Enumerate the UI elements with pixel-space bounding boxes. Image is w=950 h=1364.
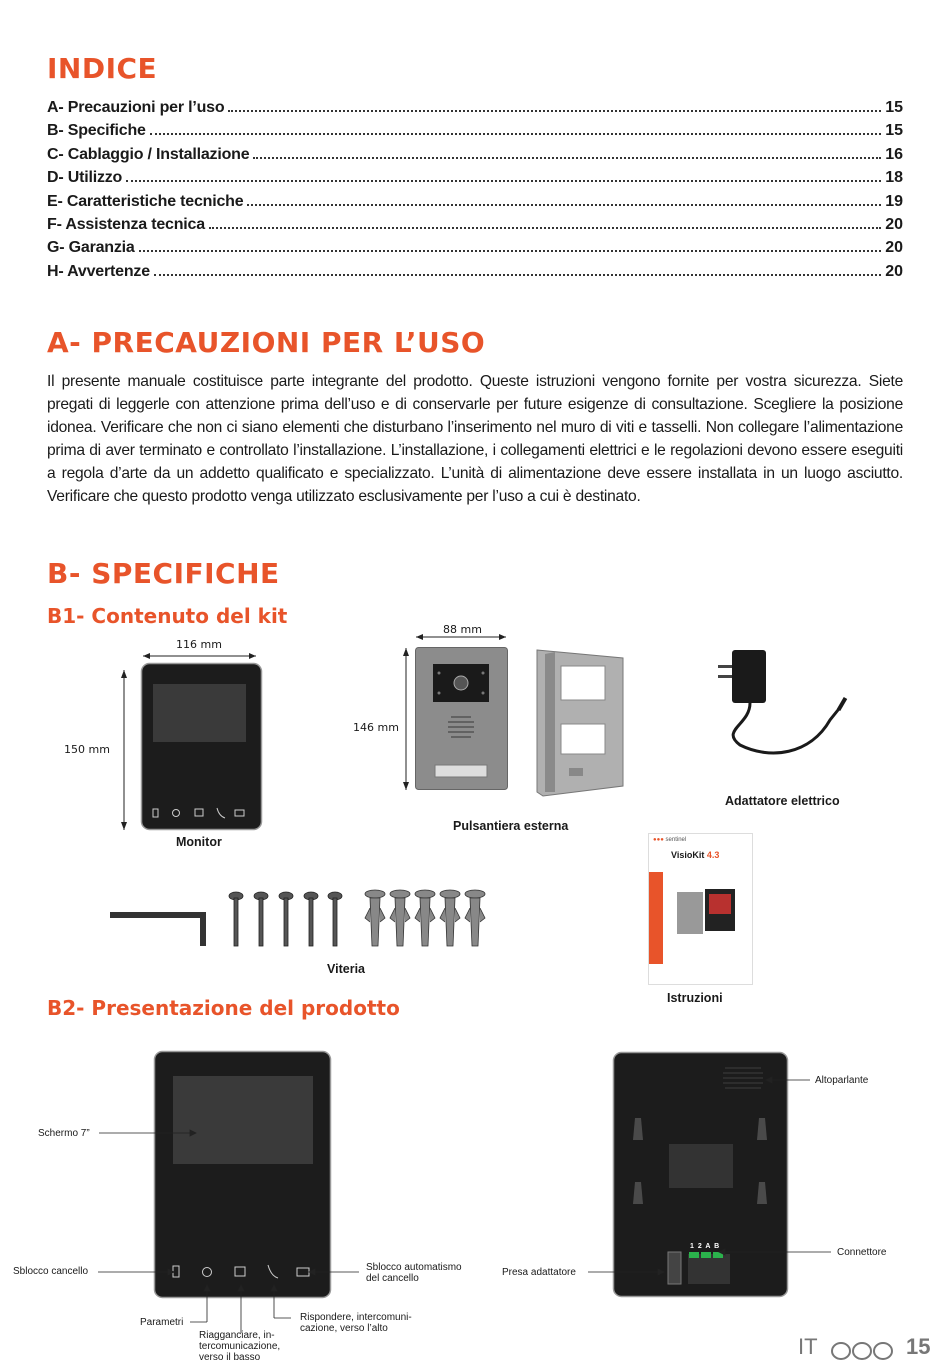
b1-title: B1- Contenuto del kit bbox=[47, 604, 288, 628]
monitor-caption: Monitor bbox=[176, 835, 222, 849]
manual-stripe bbox=[649, 872, 663, 964]
toc-leader bbox=[154, 274, 881, 276]
toc-page: 20 bbox=[885, 262, 903, 280]
toc-label: C- Cablaggio / Installazione bbox=[47, 145, 250, 163]
footer-page: 15 bbox=[906, 1334, 931, 1359]
monitor-image bbox=[141, 663, 263, 831]
toc-label: A- Precauzioni per l’uso bbox=[47, 99, 225, 116]
screws-image bbox=[108, 888, 498, 960]
section-b-title: B- SPECIFICHE bbox=[47, 557, 280, 590]
label-hangup-line: verso il basso bbox=[199, 1352, 261, 1363]
footer-lang: IT bbox=[798, 1334, 818, 1359]
toc-leader bbox=[209, 227, 881, 229]
monitor-width-label: 116 mm bbox=[176, 638, 222, 651]
toc-entry[interactable] bbox=[47, 122, 903, 145]
panel-height-label: 146 mm bbox=[353, 721, 399, 734]
label-auto-gate-line: Sblocco automatismo bbox=[366, 1262, 462, 1273]
toc-page: 15 bbox=[885, 122, 903, 140]
toc-entry[interactable] bbox=[47, 263, 903, 286]
toc-page: 15 bbox=[885, 99, 903, 116]
toc-page: 16 bbox=[885, 145, 903, 163]
toc-label: F- Assistenza tecnica bbox=[47, 215, 205, 233]
toc-label: B- Specifiche bbox=[47, 122, 146, 140]
label-hangup-line: Riagganciare, in- bbox=[199, 1330, 275, 1341]
manual-screen-thumb bbox=[709, 894, 731, 914]
toc-entry[interactable] bbox=[47, 239, 903, 262]
outdoor-panel-image bbox=[415, 647, 509, 791]
label-connector: Connettore bbox=[837, 1247, 887, 1258]
toc-entry[interactable] bbox=[47, 193, 903, 216]
footer-logo-icon bbox=[830, 1340, 894, 1362]
label-hangup-line: tercomunicazione, bbox=[199, 1341, 281, 1352]
toc-leader bbox=[253, 157, 881, 159]
label-parameters: Parametri bbox=[140, 1317, 184, 1328]
b2-title: B2- Presentazione del prodotto bbox=[47, 996, 400, 1020]
label-adapter-socket: Presa adattatore bbox=[502, 1267, 576, 1278]
panel-caption: Pulsantiera esterna bbox=[453, 819, 569, 833]
back-callout-lines bbox=[0, 1000, 950, 1364]
adapter-caption: Adattatore elettrico bbox=[725, 794, 840, 808]
toc-label: G- Garanzia bbox=[47, 239, 135, 257]
panel-width-label: 88 mm bbox=[443, 623, 482, 636]
monitor-height-label: 150 mm bbox=[64, 743, 110, 756]
label-gate-release: Sblocco cancello bbox=[13, 1266, 89, 1277]
label-screen: Schermo 7” bbox=[38, 1128, 90, 1139]
manual-caption: Istruzioni bbox=[667, 991, 723, 1005]
label-auto-gate-line: del cancello bbox=[366, 1273, 419, 1284]
toc-entry[interactable] bbox=[47, 216, 903, 239]
toc-leader bbox=[247, 204, 881, 206]
section-a-title: A- PRECAUZIONI PER L’USO bbox=[47, 326, 486, 359]
screws-caption: Viteria bbox=[327, 962, 365, 976]
toc-page: 18 bbox=[885, 169, 903, 187]
manual-title: VisioKit 4.3 bbox=[671, 850, 720, 860]
toc-page: 20 bbox=[885, 215, 903, 233]
toc-leader bbox=[139, 250, 882, 252]
section-a-body: Il presente manuale costituisce parte integrante del prodotto. Queste istruzioni vengono fornite per vostra sicurezza. Siete pregati di leggerle con attenzione prima dell’uso e di conservarle per future esigenze di consultazione. Scegliere la posizione idonea. Verificare che non ci siano elementi che disturbano l’inserimento nel muro di viti e tasselli. Non collegare l’alimentazione prima di aver terminato e controllato l’installazione. L’installazione, i collegamenti elettrici e le regolazioni devono essere eseguiti a regola d’arte da un addetto qualificato e specializzato. L’unità di alimentazione deve essere installata in un luogo asciutto. Verificare che questo prodotto venga utilizzato esclusivamente per l’uso a cui è destinato. bbox=[47, 373, 903, 505]
indice-title: INDICE bbox=[47, 52, 158, 85]
toc-entry[interactable] bbox=[47, 169, 903, 192]
manual-panel-thumb bbox=[677, 892, 703, 934]
label-answer-line: Rispondere, intercomuni- bbox=[300, 1312, 412, 1323]
toc-entry[interactable] bbox=[47, 99, 903, 122]
label-speaker: Altoparlante bbox=[815, 1075, 869, 1086]
toc-leader bbox=[228, 110, 881, 112]
toc-entry[interactable] bbox=[47, 146, 903, 169]
toc-leader bbox=[150, 133, 881, 135]
label-answer-line: cazione, verso l’alto bbox=[300, 1323, 388, 1334]
toc-page: 20 bbox=[885, 239, 903, 257]
toc-label: E- Caratteristiche tecniche bbox=[47, 192, 244, 210]
rain-cover-image bbox=[535, 646, 630, 798]
toc-leader bbox=[126, 180, 881, 182]
adapter-image bbox=[710, 645, 860, 760]
toc-page: 19 bbox=[885, 192, 903, 210]
toc-label: H- Avvertenze bbox=[47, 262, 150, 280]
manual-brand: ●●● sentinel bbox=[653, 837, 687, 843]
toc-label: D- Utilizzo bbox=[47, 169, 123, 187]
connector-pins: 1 2 A B bbox=[690, 1243, 721, 1250]
table-of-contents bbox=[47, 99, 903, 286]
manual-image bbox=[648, 833, 753, 985]
